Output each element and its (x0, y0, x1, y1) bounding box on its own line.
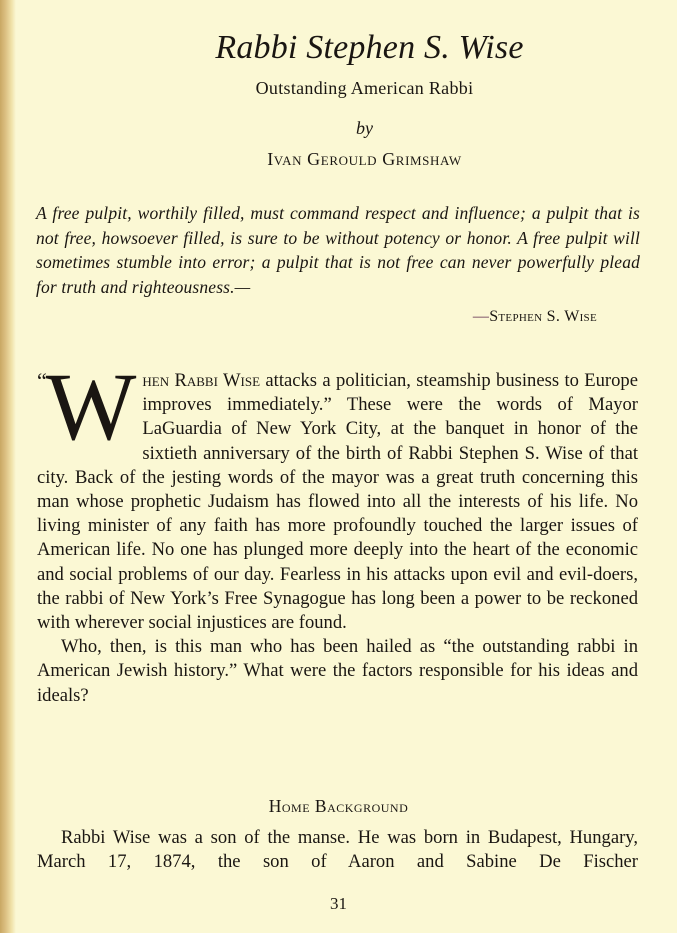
epigraph-attribution (473, 307, 597, 327)
opening-quote-mark: “ (37, 368, 47, 393)
section-text (37, 826, 638, 874)
section-heading: Home Background (268, 796, 409, 816)
attribution-name: Stephen S. Wise (489, 308, 597, 325)
byline: by (356, 118, 373, 138)
author-name: Ivan Gerould Grimshaw (267, 149, 462, 169)
subtitle: Outstanding American Rabbi (255, 78, 474, 98)
drop-cap: W (45, 353, 137, 460)
paragraph-1-text: attacks a politician, steamship business to Europe improves immediately.” These were the words of Mayor LaGuardia of New York City, at the banquet in honor of the sixtieth anniversary of the birth of Rabbi Stephen S. Wise of that city. Back of the jesting words of the mayor was a great truth concerning this man whose prophetic Judaism has flowed into all the interests of his life. No living minister of any faith has more profoundly touched the larger issues of American life. No one has plunged more deeply into the heart of the economic and social problems of our day. Fearless in his attacks upon evil and evil-doers, the rabbi of New York’s Free Synagogue has long been a power to be reckoned with wherever social injustices are found. (37, 370, 638, 634)
section-paragraph: Rabbi Wise was a son of the manse. He was born in Budapest, Hungary, March 17, 1874, the son of Aaron and Sabine De Fischer (37, 827, 638, 873)
paragraph-2: Who, then, is this man who has been hailed as “the outstanding rabbi in American Jewish history.” What were the factors responsible for his ideas and ideals? (37, 636, 638, 706)
paragraph-1 (37, 353, 638, 635)
lead-in-small-caps: hen Rabbi Wise (142, 370, 261, 391)
page-number: 31 (330, 894, 347, 913)
page-title: Rabbi Stephen S. Wise (215, 29, 524, 66)
body-text (37, 353, 638, 708)
attribution-dash: — (472, 308, 490, 325)
epigraph-quote: A free pulpit, worthily filled, must command respect and influence; a pulpit that is not free, howsoever filled, is sure to be without potency or honor. A free pulpit will sometimes stumble into error; a pulpit that is not free can never powerfully plead for truth and righteousness.— (36, 203, 640, 297)
